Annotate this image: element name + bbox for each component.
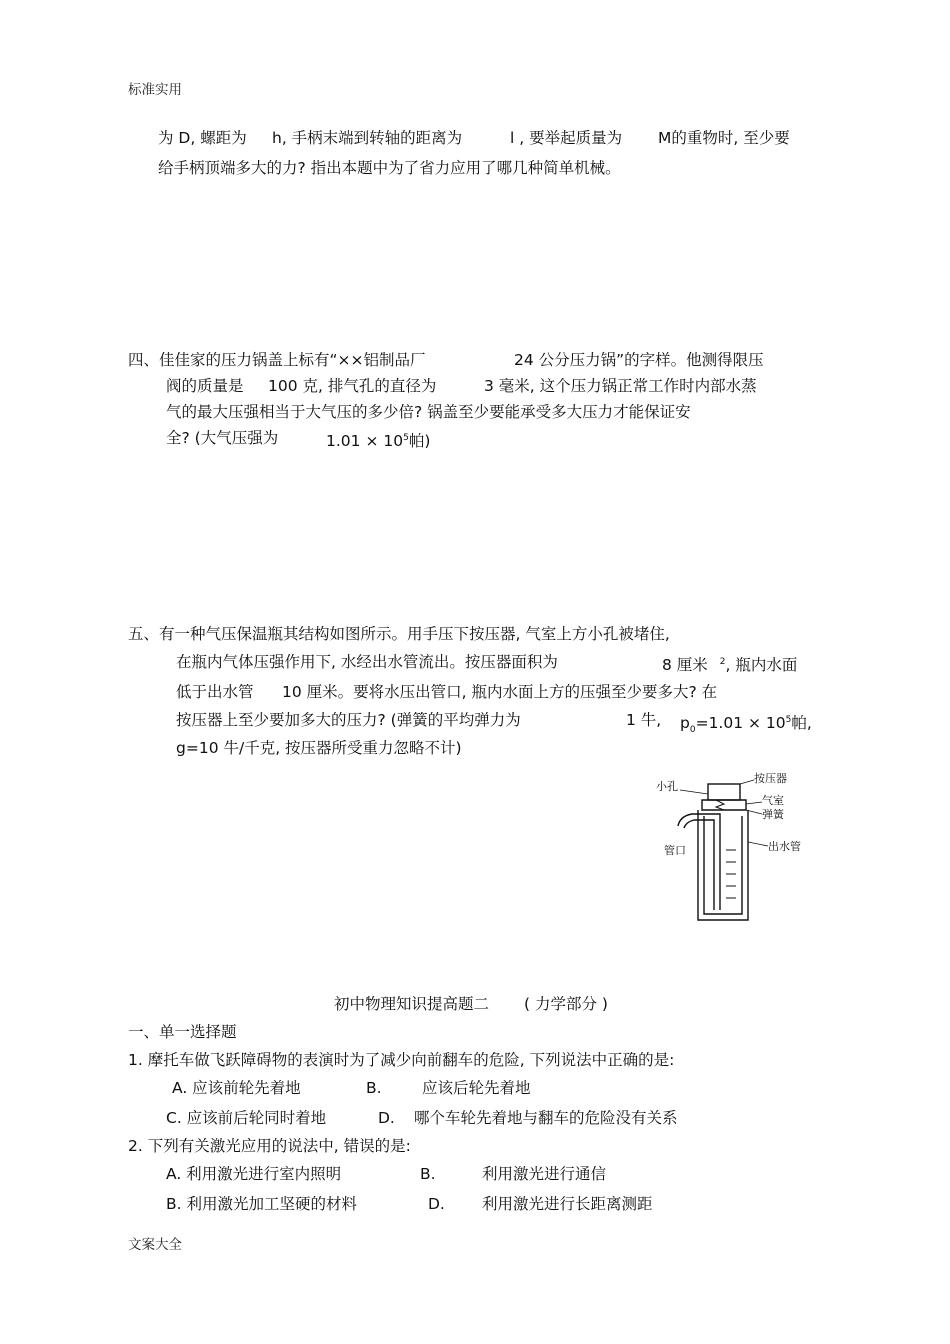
q1-option-b-label: B. xyxy=(366,1079,382,1097)
page-header: 标准实用 xyxy=(128,82,182,98)
q4-line2-a: 阀的质量是 xyxy=(166,377,244,395)
bottle-outer-wall xyxy=(698,810,748,920)
label-mouth: 管口 xyxy=(664,844,686,857)
q4-line1-a: 四、佳佳家的压力锅盖上标有“××铝制品厂 xyxy=(128,351,426,369)
q5-line4-b: 1 牛, xyxy=(626,711,662,729)
q2-option-d: 利用激光进行长距离测距 xyxy=(482,1195,653,1213)
q3-line1-c: l , 要举起质量为 xyxy=(510,129,623,147)
q4-line3: 气的最大压强相当于大气压的多少倍? 锅盖至少要能承受多大压力才能保证安 xyxy=(166,403,691,421)
label-chamber: 气室 xyxy=(762,794,784,807)
q5-line2-b: 8 厘米 $^2$, 瓶内水面 xyxy=(662,656,798,674)
q4-line1-b: 24 公分压力锅”的字样。他测得限压 xyxy=(514,351,764,369)
q2-option-b-label: B. xyxy=(420,1165,436,1183)
q3-line2: 给手柄顶端多大的力? 指出本题中为了省力应用了哪几种简单机械。 xyxy=(158,159,621,177)
q3-line1-d: M的重物时, 至少要 xyxy=(658,129,790,147)
q5-line1: 五、有一种气压保温瓶其结构如图所示。用手压下按压器, 气室上方小孔被堵住, xyxy=(128,625,670,643)
q2-stem: 2. 下列有关激光应用的说法中, 错误的是: xyxy=(128,1137,411,1155)
q4-line2-c: 3 毫米, 这个压力锅正常工作时内部水蒸 xyxy=(484,377,757,395)
bottle-inner-wall xyxy=(704,816,742,914)
q4-line4-a: 全? (大气压强为 xyxy=(166,429,279,447)
label-spring: 弹簧 xyxy=(762,808,784,821)
label-outlet: 出水管 xyxy=(768,840,801,853)
q2-option-a: A. 利用激光进行室内照明 xyxy=(166,1165,342,1183)
leader-outlet xyxy=(748,842,768,846)
q3-line1-a: 为 D, 螺距为 xyxy=(158,129,247,147)
water-marks xyxy=(726,850,736,898)
q4-line4-b: $1.01 \times 10^5$帕) xyxy=(326,432,431,450)
q1-option-d: 哪个车轮先着地与翻车的危险没有关系 xyxy=(414,1109,678,1127)
section-title-a: 初中物理知识提高题二 xyxy=(334,995,490,1013)
q5-line4-c: $p_0=1.01 \times 10^5$帕, xyxy=(680,714,812,736)
section-title-b: ( 力学部分 ) xyxy=(524,995,608,1013)
spring xyxy=(716,800,724,810)
q5-line2-a: 在瓶内气体压强作用下, 水经出水管流出。按压器面积为 xyxy=(176,653,558,671)
q5-line3-a: 低于出水管 xyxy=(176,683,254,701)
q5-line5: g=10 牛/千克, 按压器所受重力忽略不计) xyxy=(176,739,462,757)
q4-line2-b: 100 克, 排气孔的直径为 xyxy=(268,377,437,395)
section-heading: 一、单一选择题 xyxy=(128,1023,237,1041)
exponent: 2 xyxy=(719,657,726,667)
page-footer: 文案大全 xyxy=(128,1237,182,1253)
presser xyxy=(708,784,740,800)
q5-line4-a: 按压器上至少要加多大的压力? (弹簧的平均弹力为 xyxy=(176,711,521,729)
q3-line1-b: h, 手柄末端到转轴的距离为 xyxy=(272,129,463,147)
leader-hole xyxy=(680,790,708,794)
chamber xyxy=(702,800,746,810)
label-hole: 小孔 xyxy=(656,780,678,793)
q1-option-a: A. 应该前轮先着地 xyxy=(172,1079,301,1097)
q1-stem: 1. 摩托车做飞跃障碍物的表演时为了减少向前翻车的危险, 下列说法中正确的是: xyxy=(128,1051,675,1069)
q2-option-b: 利用激光进行通信 xyxy=(482,1165,607,1183)
exponent: 5 xyxy=(403,433,409,443)
thermos-diagram xyxy=(650,770,820,930)
q1-option-c: C. 应该前后轮同时着地 xyxy=(166,1109,327,1127)
outlet-pipe xyxy=(684,820,714,910)
leader-presser xyxy=(740,780,754,784)
q5-line3-b: 10 厘米。要将水压出管口, 瓶内水面上方的压强至少要多大? 在 xyxy=(282,683,718,701)
q2-option-d-label: D. xyxy=(428,1195,445,1213)
q1-option-d-label: D. xyxy=(378,1109,395,1127)
label-presser: 按压器 xyxy=(754,772,787,785)
q1-option-b: 应该后轮先着地 xyxy=(422,1079,531,1097)
leader-chamber xyxy=(746,802,762,804)
q2-option-c: B. 利用激光加工坚硬的材料 xyxy=(166,1195,357,1213)
